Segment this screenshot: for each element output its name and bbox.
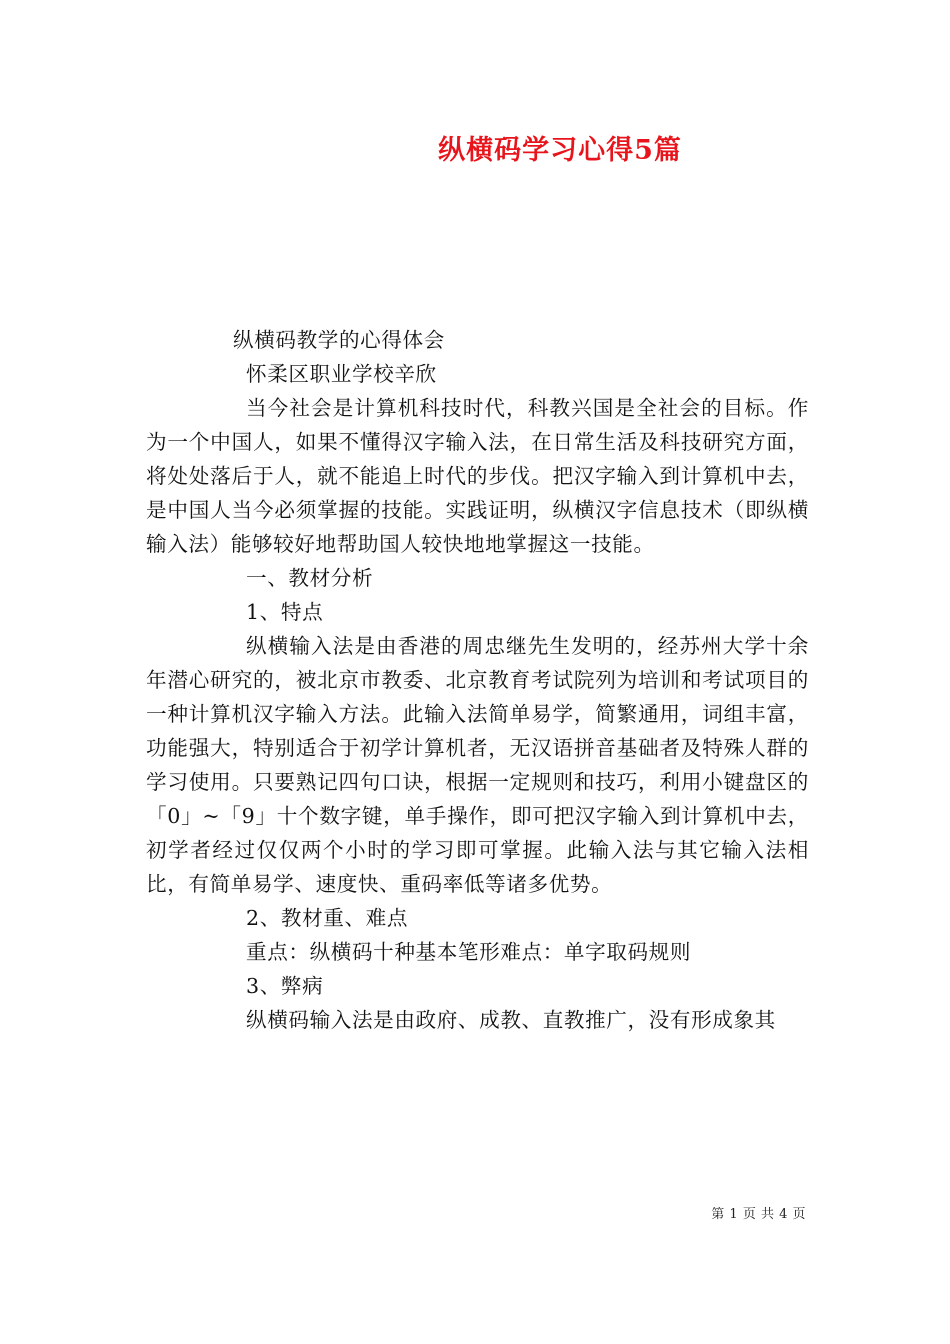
subsection-heading-3: 3、弊病	[246, 974, 324, 998]
document-author: 怀柔区职业学校辛欣	[246, 362, 437, 386]
key-points-paragraph: 重点：纵横码十种基本笔形难点：单字取码规则	[246, 940, 692, 964]
document-title: 纵横码学习心得5篇	[438, 135, 682, 166]
document-body	[146, 323, 809, 1037]
intro-paragraph: 当今社会是计算机科技时代，科教兴国是全社会的目标。作为一个中国人，如果不懂得汉字输入法，在日常生活及科技研究方面，将处处落后于人，就不能追上时代的步伐。把汉字输入到计算机中去，是中国人当今必须掌握的技能。实践证明，纵横汉字信息技术（即纵横输入法）能够较好地帮助国人较快地地掌握这一技能。	[146, 396, 809, 556]
features-paragraph: 纵横输入法是由香港的周忠继先生发明的，经苏州大学十余年潜心研究的，被北京市教委、北京教育考试院列为培训和考试项目的一种计算机汉字输入方法。此输入法简单易学，简繁通用，词组丰富，功能强大，特别适合于初学计算机者，无汉语拼音基础者及特殊人群的学习使用。只要熟记四句口诀，根据一定规则和技巧，利用小键盘区的「0」~「9」十个数字键，单手操作，即可把汉字输入到计算机中去，初学者经过仅仅两个小时的学习即可掌握。此输入法与其它输入法相比，有简单易学、速度快、重码率低等诸多优势。	[146, 634, 809, 896]
section-heading-1: 一、教材分析	[246, 566, 374, 590]
drawbacks-paragraph: 纵横码输入法是由政府、成教、直教推广，没有形成象其	[246, 1008, 776, 1032]
subsection-heading-2: 2、教材重、难点	[246, 906, 409, 930]
subsection-heading-1: 1、特点	[246, 600, 324, 624]
page-number: 第 1 页 共 4 页	[711, 1207, 806, 1222]
document-subtitle: 纵横码教学的心得体会	[233, 328, 445, 352]
